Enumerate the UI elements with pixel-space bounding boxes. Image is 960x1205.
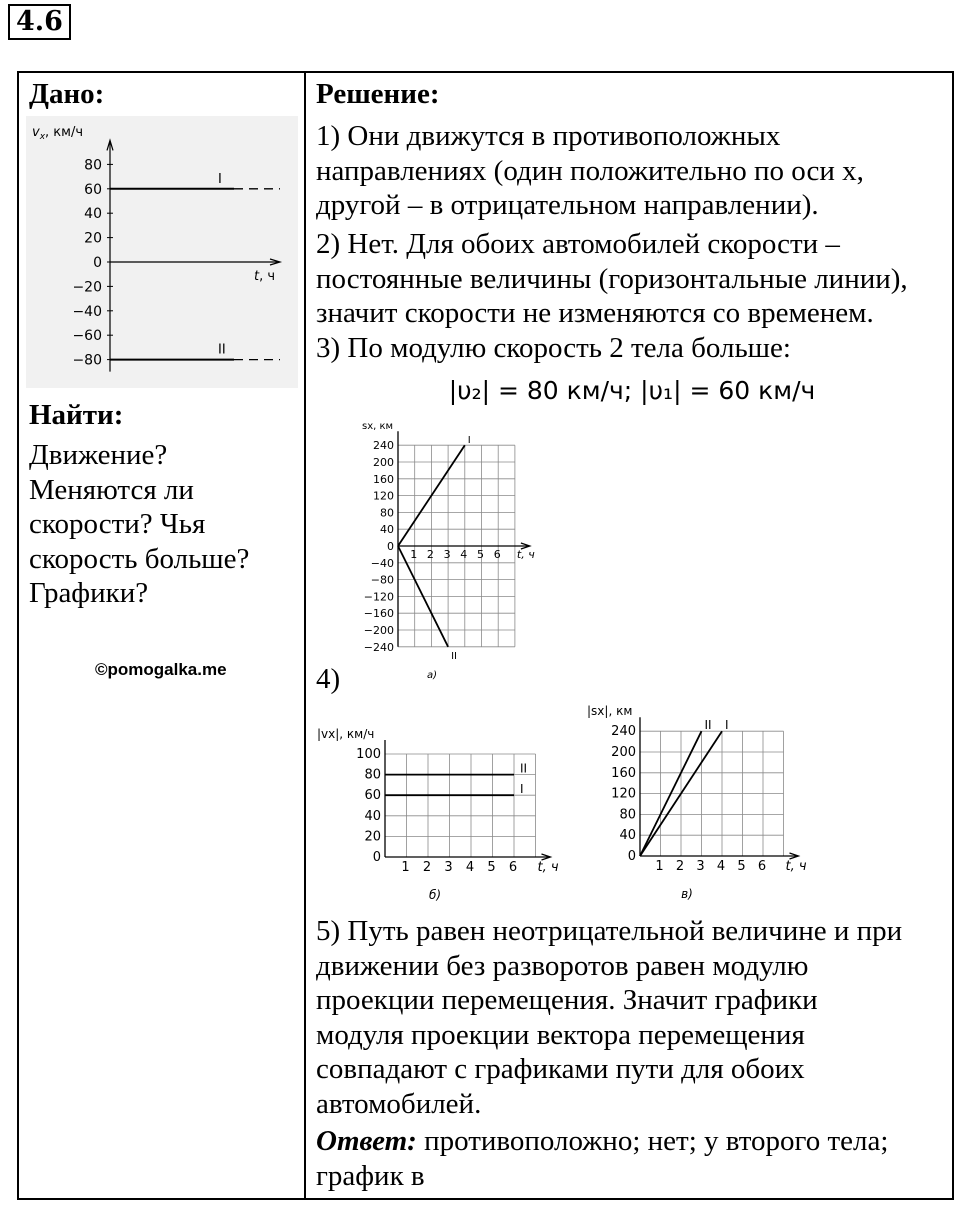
paragraph-1 xyxy=(316,119,948,223)
y-tick-label: 100 xyxy=(356,747,381,762)
x-tick-label: 1 xyxy=(410,548,418,561)
y-tick-label: 40 xyxy=(364,808,381,824)
x-tick-label: 6 xyxy=(493,548,501,561)
y-tick-label: −80 xyxy=(370,573,394,587)
text-line: движении без разворотов равен модулю xyxy=(316,949,809,982)
series-label: I xyxy=(218,171,222,187)
x-tick-label: 5 xyxy=(477,548,484,561)
text-line: значит скорости не изменяются со временем. xyxy=(316,297,874,329)
text-line: постоянные величины (горизонтальные линии), xyxy=(316,262,908,295)
text-line: 1) Они движутся в противоположных xyxy=(316,120,781,152)
y-tick-label: −240 xyxy=(363,640,394,654)
y-tick-label: −160 xyxy=(363,607,394,621)
y-tick-label: 60 xyxy=(84,181,102,198)
y-tick-label: 0 xyxy=(93,255,102,271)
x-tick-label: 6 xyxy=(757,859,767,874)
y-tick-label: 160 xyxy=(373,472,394,486)
series-label: II xyxy=(704,718,712,733)
y-axis-label: |sx|, км xyxy=(587,704,633,719)
speed-modulus-chart-b xyxy=(315,705,559,905)
x-axis-label: t, ч xyxy=(516,548,535,561)
y-axis-label: $v_x$, км/ч xyxy=(32,125,84,142)
x-tick-label: 3 xyxy=(696,859,705,874)
find-title: Найти: xyxy=(29,399,124,431)
series-label: I xyxy=(725,718,729,733)
x-axis-label: t, ч xyxy=(537,860,559,875)
answer xyxy=(316,1124,948,1193)
y-tick-label: 80 xyxy=(84,157,102,174)
chart-sublabel: б) xyxy=(428,888,442,902)
y-tick-label: −120 xyxy=(363,590,394,604)
answer-line xyxy=(316,1124,948,1159)
y-tick-label: −20 xyxy=(72,279,102,296)
x-tick-label: 5 xyxy=(737,859,746,874)
y-tick-label: 0 xyxy=(372,850,381,865)
paragraph-3: 3) По модулю скорость 2 тела больше: xyxy=(316,332,791,364)
chart-sublabel: а) xyxy=(426,670,438,681)
find-line: Движение? xyxy=(29,439,168,471)
paragraph-4-label: 4) xyxy=(316,663,341,695)
y-tick-label: 80 xyxy=(364,767,381,783)
series-label: II xyxy=(218,342,226,358)
x-tick-label: 2 xyxy=(426,548,434,561)
y-tick-label: 40 xyxy=(619,828,636,844)
answer-line-2: график в xyxy=(316,1159,425,1192)
y-tick-label: 0 xyxy=(627,849,636,864)
find-list xyxy=(29,438,299,611)
y-tick-label: 0 xyxy=(387,540,394,553)
y-tick-label: 80 xyxy=(619,807,636,823)
y-tick-label: −40 xyxy=(72,303,102,320)
given-title: Дано: xyxy=(29,78,105,110)
series-label: II xyxy=(451,650,458,662)
paragraph-5 xyxy=(316,914,948,1121)
text-line: модуля проекции вектора перемещения xyxy=(316,1018,805,1051)
x-tick-label: 1 xyxy=(655,859,664,874)
y-axis-label: |vx|, км/ч xyxy=(317,727,375,741)
y-tick-label: 120 xyxy=(373,489,394,503)
problem-number: 4.6 xyxy=(8,4,71,40)
text-line: другой – в отрицательном направлении). xyxy=(316,189,819,221)
x-tick-label: 5 xyxy=(487,860,496,875)
y-tick-label: −200 xyxy=(363,624,394,637)
y-tick-label: 240 xyxy=(611,724,636,740)
speed-formula: |υ₂| = 80 км/ч; |υ₁| = 60 км/ч xyxy=(448,376,816,405)
text-line: совпадают с графиками пути для обоих xyxy=(316,1053,805,1085)
y-tick-label: 120 xyxy=(611,786,636,802)
series-label: I xyxy=(467,435,471,447)
y-tick-label: 40 xyxy=(380,523,394,537)
x-tick-label: 3 xyxy=(444,860,453,875)
given-velocity-chart xyxy=(26,116,298,388)
paragraph-2 xyxy=(316,227,948,331)
y-tick-label: 80 xyxy=(380,506,394,520)
text-line: 2) Нет. Для обоих автомобилей скорости – xyxy=(316,228,840,260)
y-tick-label: 20 xyxy=(364,829,381,845)
find-line: Графики? xyxy=(29,577,149,609)
x-axis-label: t, ч xyxy=(254,269,276,284)
y-axis-label: sx, км xyxy=(362,421,394,433)
find-line: скорость больше? xyxy=(29,542,250,575)
text-line: проекции перемещения. Значит графики xyxy=(316,984,818,1016)
y-tick-label: 200 xyxy=(611,745,636,760)
column-divider xyxy=(304,71,306,1200)
x-axis-label: t, ч xyxy=(785,859,807,874)
x-tick-label: 4 xyxy=(465,860,475,875)
x-tick-label: 6 xyxy=(508,860,518,875)
displacement-chart-a xyxy=(340,416,540,684)
y-tick-label: 20 xyxy=(84,230,102,247)
x-tick-label: 1 xyxy=(401,860,410,875)
series-label: II xyxy=(520,761,528,776)
x-tick-label: 4 xyxy=(460,548,468,561)
solution-title: Решение: xyxy=(316,78,440,110)
watermark: ©pomogalka.me xyxy=(95,660,227,679)
y-tick-label: 60 xyxy=(364,788,381,804)
y-tick-label: 40 xyxy=(84,206,102,223)
y-tick-label: 240 xyxy=(373,439,394,453)
path-chart-c xyxy=(585,700,815,900)
text-line: направлениях (один положительно по оси x, xyxy=(316,154,864,187)
y-tick-label: 200 xyxy=(373,456,394,469)
answer-label: Ответ: xyxy=(316,1125,417,1157)
text-line: 5) Путь равен неотрицательной величине и при xyxy=(316,915,903,947)
y-tick-label: −80 xyxy=(72,352,102,369)
y-tick-label: −40 xyxy=(370,556,394,570)
y-tick-label: 160 xyxy=(611,765,636,781)
x-tick-label: 4 xyxy=(716,859,726,874)
text-line: автомобилей. xyxy=(316,1087,482,1120)
x-tick-label: 3 xyxy=(443,548,451,561)
find-line: скорости? Чья xyxy=(29,508,206,540)
series-label: I xyxy=(520,782,524,797)
x-tick-label: 2 xyxy=(422,860,432,875)
y-tick-label: −60 xyxy=(72,328,102,345)
chart-sublabel: в) xyxy=(681,887,693,901)
find-line: Меняются ли xyxy=(29,473,194,506)
answer-text: противоположно; нет; у второго тела; xyxy=(416,1125,889,1157)
x-tick-label: 2 xyxy=(675,859,685,874)
